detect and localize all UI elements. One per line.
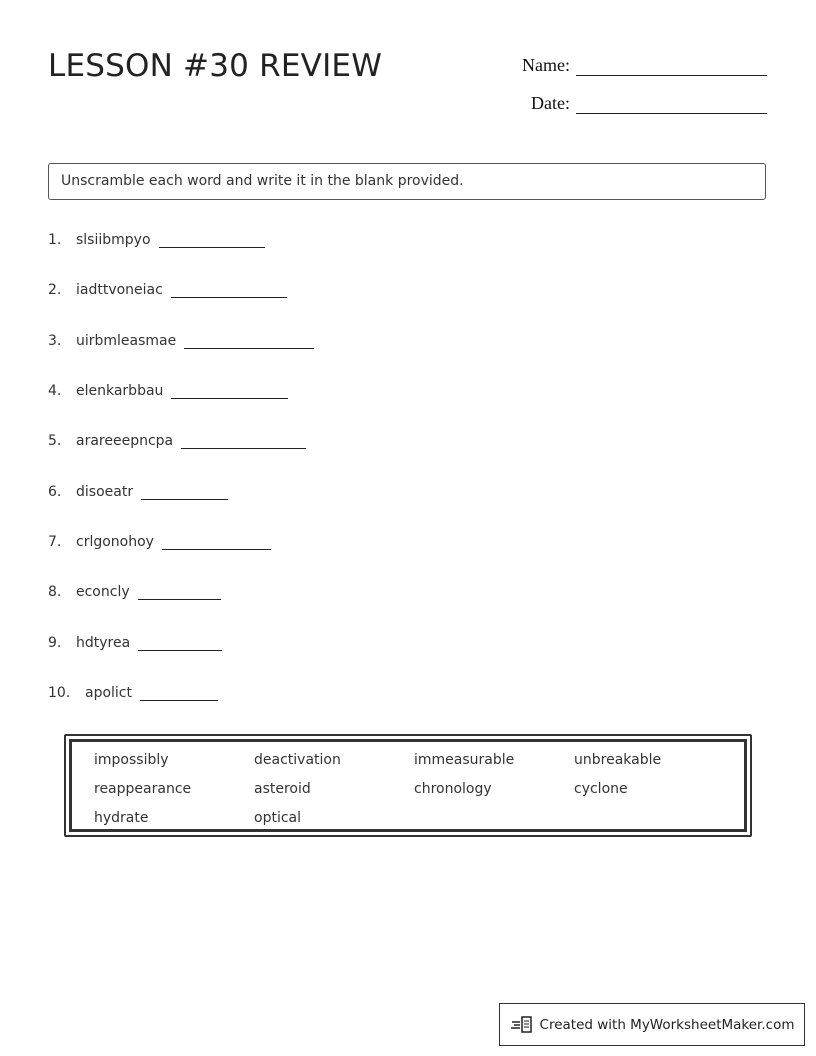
question-5	[48, 433, 306, 449]
question-8	[48, 584, 221, 600]
scrambled-word: iadttvoneiac	[76, 282, 163, 298]
date-blank[interactable]	[576, 93, 767, 114]
question-number: 4.	[48, 383, 62, 399]
answer-blank[interactable]	[162, 535, 271, 550]
question-3	[48, 333, 314, 349]
bank-word: chronology	[414, 781, 492, 797]
answer-blank[interactable]	[171, 283, 287, 298]
question-9	[48, 635, 222, 651]
bank-word: cyclone	[574, 781, 628, 797]
question-1	[48, 232, 265, 248]
answer-blank[interactable]	[141, 485, 228, 500]
scrambled-word: apolict	[85, 685, 132, 701]
scrambled-word: arareeepncpa	[76, 433, 174, 449]
question-number: 6.	[48, 484, 62, 500]
bank-word: deactivation	[254, 752, 341, 768]
instructions-box: Unscramble each word and write it in the blank provided.	[48, 163, 766, 200]
question-2	[48, 282, 287, 298]
name-blank[interactable]	[576, 55, 767, 76]
answer-blank[interactable]	[171, 384, 288, 399]
question-4	[48, 383, 288, 399]
question-number: 7.	[48, 534, 62, 550]
answer-blank[interactable]	[138, 585, 221, 600]
question-10	[48, 685, 218, 701]
question-number: 10.	[48, 685, 71, 701]
answer-blank[interactable]	[181, 434, 306, 449]
name-label: Name:	[522, 55, 570, 75]
scrambled-word: econcly	[76, 584, 130, 600]
question-number: 5.	[48, 433, 62, 449]
word-bank-inner	[69, 739, 747, 832]
question-number: 1.	[48, 232, 62, 248]
scrambled-word: elenkarbbau	[76, 383, 164, 399]
bank-word: impossibly	[94, 752, 169, 768]
date-field	[514, 93, 767, 114]
bank-word: optical	[254, 810, 301, 826]
bank-word: immeasurable	[414, 752, 515, 768]
question-number: 2.	[48, 282, 62, 298]
name-field	[514, 55, 767, 76]
answer-blank[interactable]	[140, 686, 218, 701]
word-bank	[64, 734, 752, 837]
answer-blank[interactable]	[159, 233, 265, 248]
question-number: 9.	[48, 635, 62, 651]
question-number: 3.	[48, 333, 62, 349]
scrambled-word: crlgonohoy	[76, 534, 154, 550]
question-6	[48, 484, 228, 500]
bank-word: unbreakable	[574, 752, 662, 768]
answer-blank[interactable]	[138, 636, 222, 651]
page-title: LESSON #30 REVIEW	[48, 48, 383, 84]
scrambled-word: slsiibmpyo	[76, 232, 151, 248]
scrambled-word: hdtyrea	[76, 635, 131, 651]
bank-word: hydrate	[94, 810, 149, 826]
scrambled-word: disoeatr	[76, 484, 134, 500]
scrambled-word: uirbmleasmae	[76, 333, 177, 349]
footer-credit[interactable]	[499, 1003, 805, 1046]
bank-word: reappearance	[94, 781, 192, 797]
date-label: Date:	[531, 93, 570, 113]
footer-text: Created with MyWorksheetMaker.com	[539, 1016, 795, 1033]
myworksheetmaker-logo-icon	[510, 1014, 534, 1036]
bank-word: asteroid	[254, 781, 311, 797]
question-number: 8.	[48, 584, 62, 600]
answer-blank[interactable]	[184, 334, 314, 349]
question-7	[48, 534, 271, 550]
